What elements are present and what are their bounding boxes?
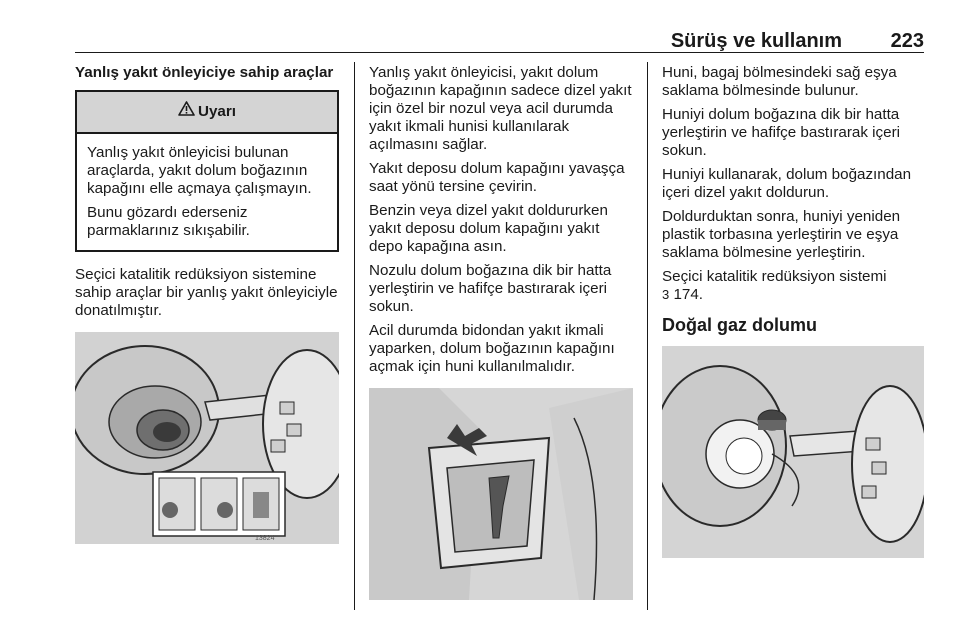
cross-reference <box>662 268 924 304</box>
warning-header <box>77 92 337 134</box>
column-3 <box>662 64 924 558</box>
header-title: Sürüş ve kullanım <box>670 30 842 52</box>
warning-paragraph: Bunu gözardı ederseniz parmaklarınız sıkışabilir. <box>87 204 250 239</box>
body-paragraph: Nozulu dolum boğazına dik bir hatta yerleştirin ve hafifçe bastırarak içeri sokun. <box>369 262 612 315</box>
illustration-code: 13824 <box>255 535 275 542</box>
section-title: Yanlış yakıt önleyiciye sahip araçlar <box>75 64 334 81</box>
section-heading: Doğal gaz dolumu <box>662 315 817 335</box>
body-paragraph: Huni, bagaj bölmesindeki sağ eşya saklama bölmesinde bulunur. <box>662 64 897 99</box>
body-paragraph: Yanlış yakıt önleyicisi, yakıt dolum boğazının kapağının sadece dizel yakıt için özel bir nozul veya acil durumda yakıt ikmali hunisi kullanılarak açılmasını sağlar. <box>369 64 632 153</box>
body-paragraph: Seçici katalitik redüksiyon sistemine sahip araçlar bir yanlış yakıt önleyiciyle donatılmıştır. <box>75 266 338 319</box>
reference-text: Seçici katalitik redüksiyon sistemi <box>662 268 887 285</box>
warning-title: Uyarı <box>198 103 236 121</box>
warning-triangle-icon <box>178 92 195 132</box>
page-number: 223 <box>890 30 924 52</box>
natural-gas-refuelling-illustration <box>662 346 924 558</box>
warning-paragraph: Yanlış yakıt önleyicisi bulunan araçlarda, yakıt dolum boğazının kapağını elle açmaya çalışmayın. <box>87 144 312 197</box>
body-paragraph: Benzin veya dizel yakıt doldururken yakıt deposu dolum kapağını yakıt depo kapağına asın. <box>369 202 608 255</box>
header-rule <box>75 52 924 53</box>
column-divider <box>354 62 355 610</box>
misfuel-inhibitor-illustration <box>75 332 339 544</box>
column-2 <box>369 64 633 600</box>
body-paragraph: Huniyi dolum boğazına dik bir hatta yerleştirin ve hafifçe bastırarak içeri sokun. <box>662 106 901 159</box>
body-paragraph: Huniyi kullanarak, dolum boğazından içeri dizel yakıt doldurun. <box>662 166 912 201</box>
reference-page[interactable]: 174. <box>673 286 704 303</box>
warning-box <box>75 90 339 252</box>
body-paragraph: Doldurduktan sonra, huniyi yeniden plastik torbasına yerleştirin ve eşya saklama bölmesine yerleştirin. <box>662 208 901 261</box>
page-reference-arrow-icon: 3 <box>662 287 670 302</box>
body-paragraph: Acil durumda bidondan yakıt ikmali yaparken, dolum boğazının kapağını açmak için huni kullanılmalıdır. <box>369 322 615 375</box>
column-1 <box>75 64 339 544</box>
luggage-compartment-illustration <box>369 388 633 600</box>
page-header <box>75 30 924 50</box>
warning-body <box>77 134 337 250</box>
column-divider <box>647 62 648 610</box>
body-paragraph: Yakıt deposu dolum kapağını yavaşça saat yönü tersine çevirin. <box>369 160 625 195</box>
